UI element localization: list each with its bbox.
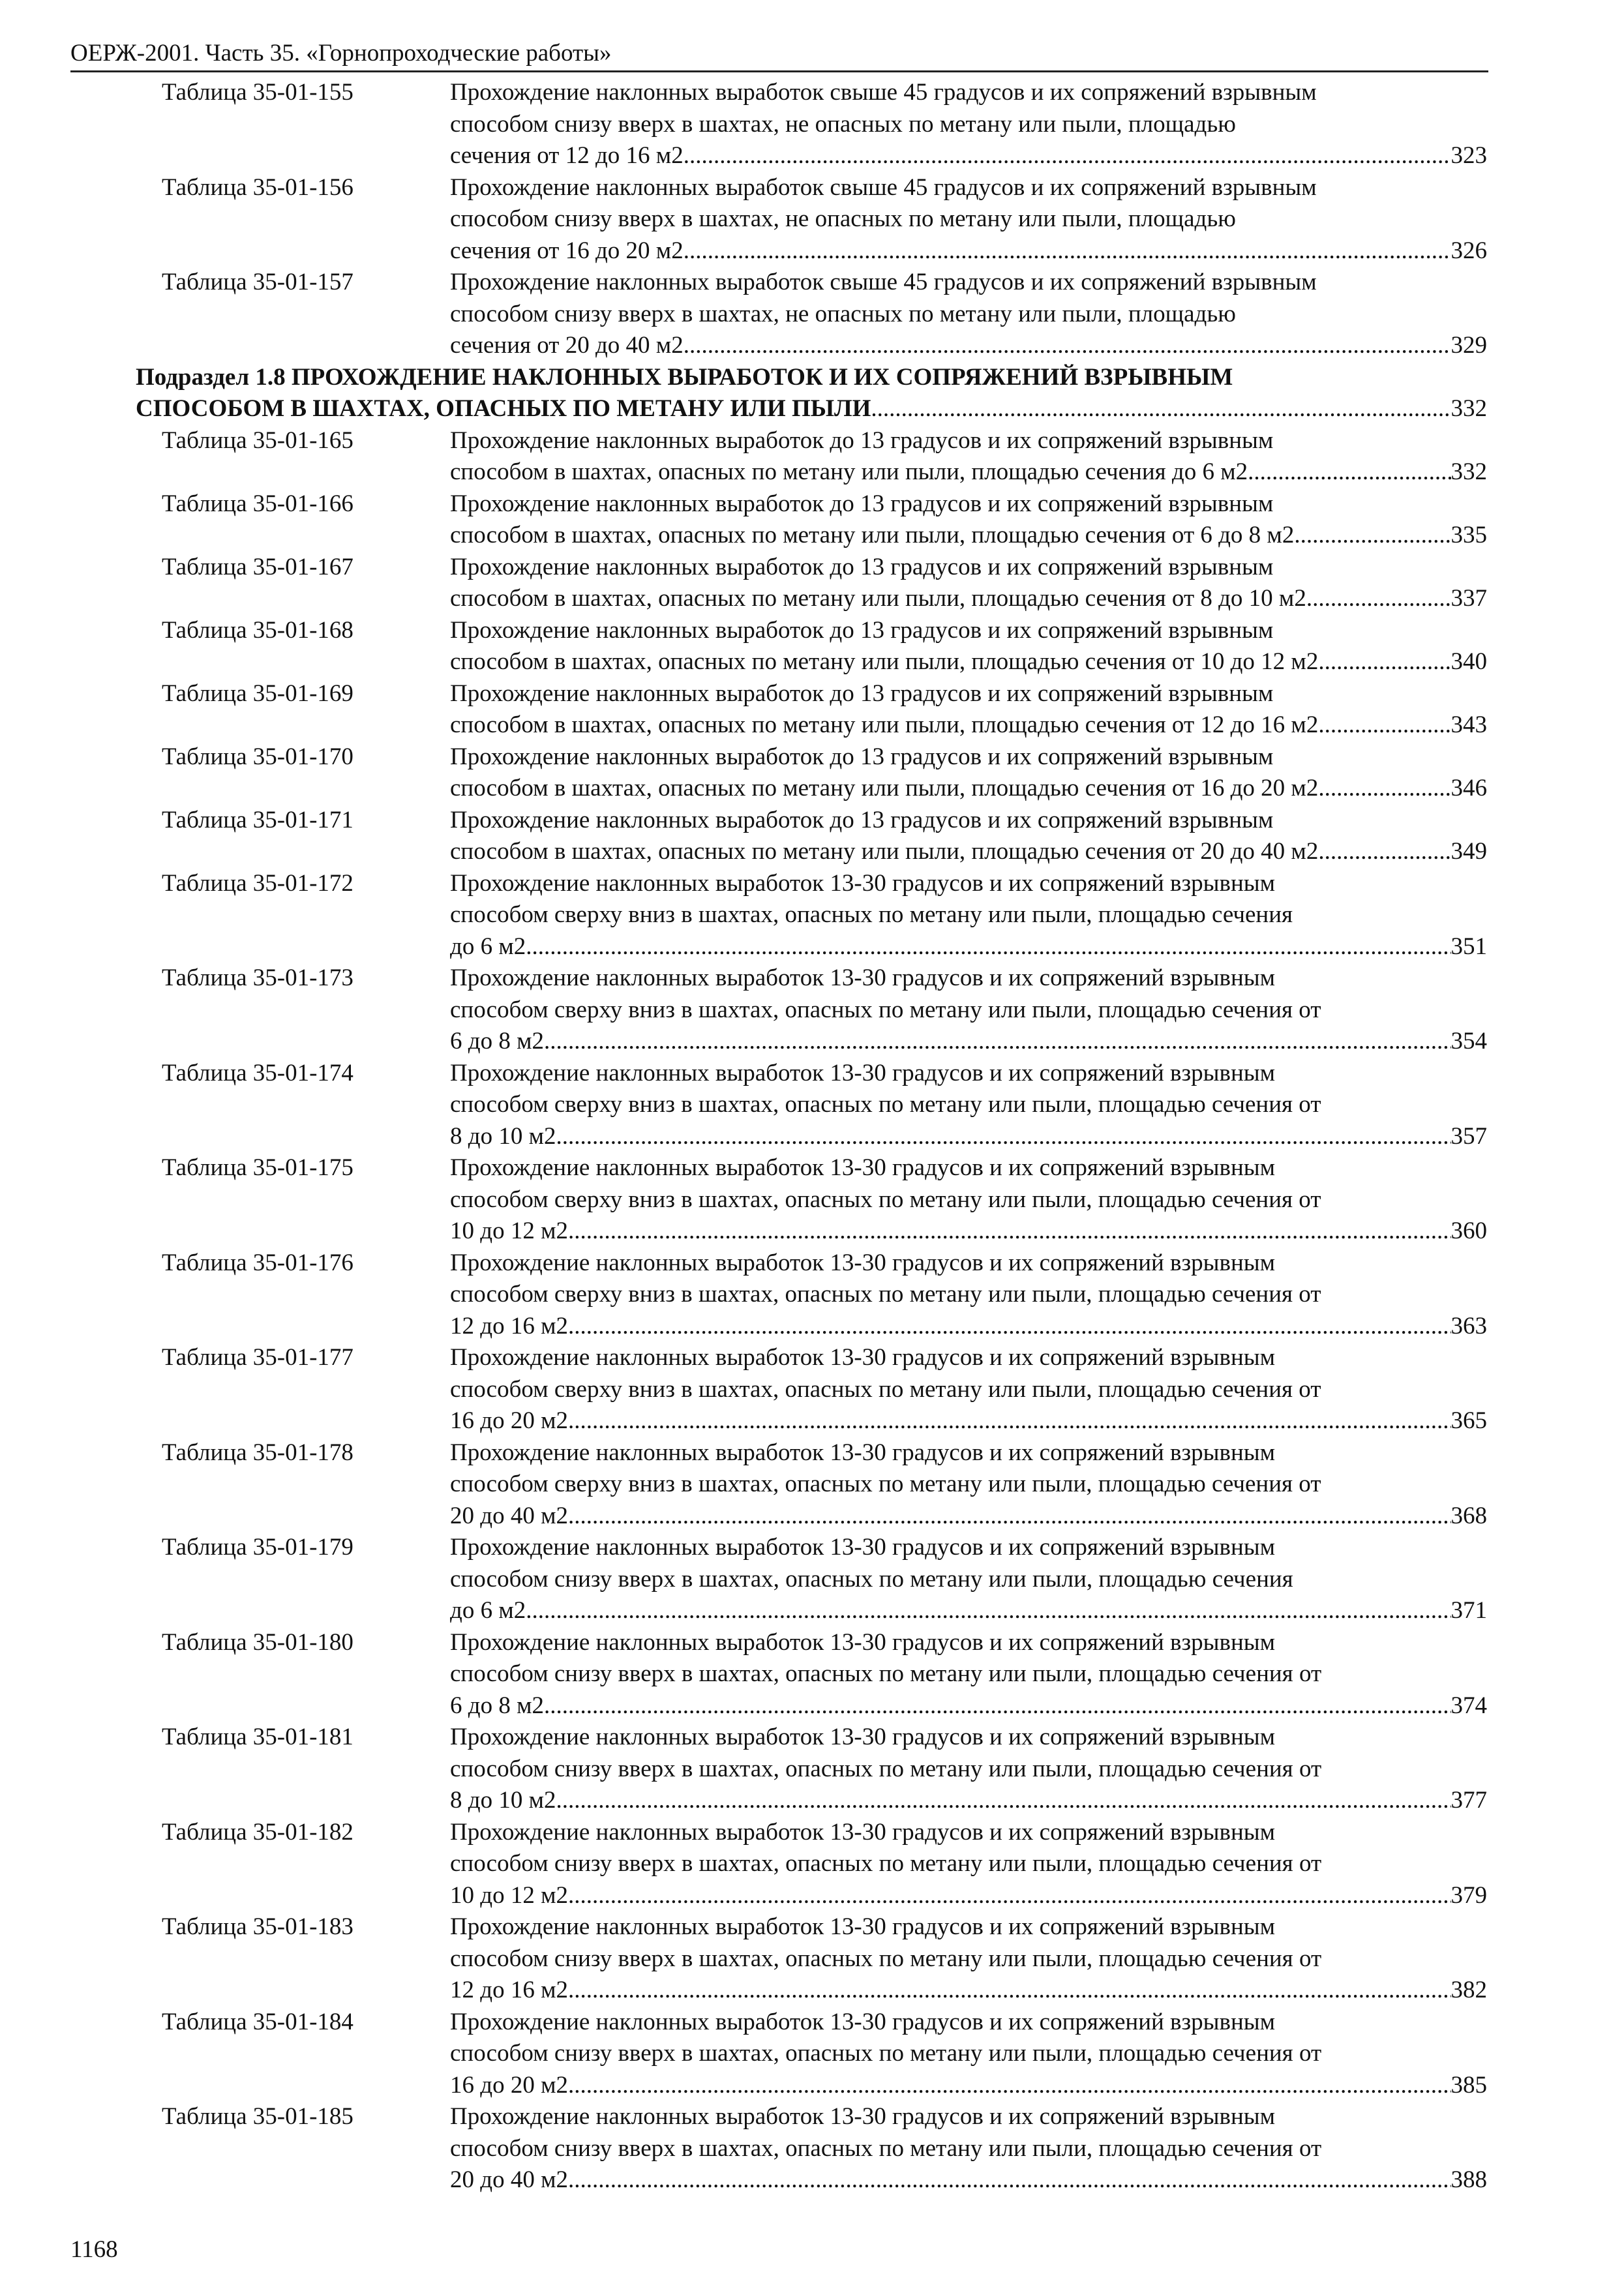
toc-entry-line: способом снизу вверх в шахтах, опасных по метану или пыли, площадью сечения — [450, 1565, 1293, 1593]
toc-entry-body — [450, 425, 1487, 488]
toc-entry-tail: 20 до 40 м2 — [450, 1502, 568, 1529]
toc-entry-last-line — [450, 1405, 1487, 1437]
toc-entry-line: Прохождение наклонных выработок 13-30 градусов и их сопряжений взрывным — [450, 1913, 1276, 1940]
toc-entry-line: Прохождение наклонных выработок 13-30 градусов и их сопряжений взрывным — [450, 1534, 1276, 1561]
toc-entry-label: Таблица 35-01-157 — [162, 269, 353, 295]
dot-leader — [1318, 836, 1451, 868]
toc-entry-last-line — [450, 520, 1487, 552]
toc-entry-last-line — [450, 646, 1487, 678]
dot-leader — [544, 1026, 1451, 1058]
page-number: 1168 — [70, 2236, 118, 2263]
toc-entry-tail: способом в шахтах, опасных по метану или пыли, площадью сечения до 6 м2 — [450, 458, 1248, 485]
toc-entry-last-line — [450, 1501, 1487, 1533]
toc-entry-label: Таблица 35-01-175 — [162, 1154, 353, 1181]
toc-entry-line: Прохождение наклонных выработок до 13 градусов и их сопряжений взрывным — [450, 490, 1274, 517]
toc-entry-line: способом сверху вниз в шахтах, опасных по метану или пыли, площадью сечения — [450, 901, 1293, 928]
toc-entry-last-line — [450, 1690, 1487, 1722]
toc-entry[interactable] — [0, 77, 1624, 172]
dot-leader — [1306, 583, 1451, 615]
toc-entry-line: способом сверху вниз в шахтах, опасных по метану или пыли, площадью сечения от — [450, 996, 1321, 1023]
toc-entry-tail: способом в шахтах, опасных по метану или пыли, площадью сечения от 8 до 10 м2 — [450, 585, 1306, 612]
toc-entry-label: Таблица 35-01-176 — [162, 1249, 353, 1276]
toc-entry-tail: сечения от 16 до 20 м2 — [450, 237, 684, 264]
toc-entry-line: Прохождение наклонных выработок до 13 градусов и их сопряжений взрывным — [450, 743, 1274, 770]
toc-entry-label: Таблица 35-01-156 — [162, 173, 353, 201]
dot-leader — [526, 931, 1451, 963]
toc-entry-page-number: 379 — [1451, 1881, 1487, 1909]
toc-entry-last-line — [450, 1026, 1487, 1058]
toc-entry-tail: 10 до 12 м2 — [450, 1881, 568, 1909]
toc-entry-tail: 6 до 8 м2 — [450, 1028, 544, 1055]
toc-entry-page-number: 368 — [1451, 1502, 1487, 1529]
toc-entry-body — [450, 1627, 1487, 1722]
toc-entry-page-number: 351 — [1451, 933, 1487, 960]
toc-entry-tail: способом в шахтах, опасных по метану или пыли, площадью сечения от 16 до 20 м2 — [450, 775, 1319, 801]
toc-entry-page-number: 340 — [1451, 648, 1487, 675]
toc-entry[interactable] — [0, 488, 1624, 552]
dot-leader — [684, 330, 1451, 362]
toc-entry-tail: 12 до 16 м2 — [450, 1977, 568, 2003]
subsection-title-last-line — [136, 393, 1487, 425]
toc-entry-line: Прохождение наклонных выработок 13-30 градусов и их сопряжений взрывным — [450, 1818, 1276, 1846]
toc-group-main — [0, 425, 1624, 2196]
toc-entry-body — [450, 1248, 1487, 1343]
toc-entry-line: Прохождение наклонных выработок 13-30 градусов и их сопряжений взрывным — [450, 965, 1276, 991]
dot-leader — [544, 1690, 1451, 1722]
toc-entry-page-number: 335 — [1451, 522, 1487, 548]
toc-entry-tail: 10 до 12 м2 — [450, 1218, 568, 1244]
dot-leader — [684, 140, 1451, 172]
toc-entry-label: Таблица 35-01-155 — [162, 79, 353, 106]
toc-entry-last-line — [450, 140, 1487, 172]
toc-entry-tail: 6 до 8 м2 — [450, 1692, 544, 1719]
dot-leader — [568, 2164, 1451, 2196]
toc-entry-label: Таблица 35-01-180 — [162, 1628, 353, 1656]
toc-entry-line: Прохождение наклонных выработок 13-30 градусов и их сопряжений взрывным — [450, 1249, 1276, 1276]
dot-leader — [871, 393, 1451, 425]
toc-entry-line: Прохождение наклонных выработок до 13 градусов и их сопряжений взрывным — [450, 553, 1274, 580]
toc-entry-page-number: 363 — [1451, 1312, 1487, 1339]
toc-entry-line: способом сверху вниз в шахтах, опасных по метану или пыли, площадью сечения от — [450, 1375, 1321, 1403]
toc-entry-last-line — [450, 710, 1487, 741]
toc-entry-last-line — [450, 330, 1487, 362]
toc-entry-tail: 8 до 10 м2 — [450, 1787, 556, 1814]
toc-entry-line: способом снизу вверх в шахтах, опасных по метану или пыли, площадью сечения от — [450, 1850, 1322, 1877]
toc-entry[interactable] — [0, 1248, 1624, 1343]
toc-entry-page-number: 349 — [1451, 838, 1487, 865]
toc-entry-line: Прохождение наклонных выработок 13-30 градусов и их сопряжений взрывным — [450, 1724, 1276, 1750]
toc-entry-label: Таблица 35-01-173 — [162, 965, 353, 991]
toc-entry-page-number: 326 — [1451, 237, 1487, 264]
dot-leader — [556, 1121, 1451, 1153]
toc-entry-line: Прохождение наклонных выработок 13-30 градусов и их сопряжений взрывным — [450, 1059, 1276, 1086]
toc-entry-body — [450, 1437, 1487, 1533]
toc-entry-label: Таблица 35-01-172 — [162, 869, 353, 897]
toc-entry-label: Таблица 35-01-174 — [162, 1059, 353, 1086]
toc-entry-tail: до 6 м2 — [450, 1597, 526, 1624]
toc-entry-tail: до 6 м2 — [450, 933, 526, 960]
toc-entry-last-line — [450, 456, 1487, 488]
toc-entry-page-number: 374 — [1451, 1692, 1487, 1719]
toc-entry-label: Таблица 35-01-166 — [162, 490, 353, 517]
toc-entry-tail: способом в шахтах, опасных по метану или пыли, площадью сечения от 12 до 16 м2 — [450, 711, 1319, 738]
toc-entry-line: способом снизу вверх в шахтах, опасных по метану или пыли, площадью сечения от — [450, 1755, 1322, 1782]
toc-entry-page-number: 388 — [1451, 2166, 1487, 2193]
dot-leader — [568, 1405, 1451, 1437]
toc-entry-body — [450, 868, 1487, 963]
toc-entry-page-number: 357 — [1451, 1122, 1487, 1150]
toc-entry[interactable] — [0, 2007, 1624, 2102]
toc-entry-page-number: 371 — [1451, 1597, 1487, 1624]
toc-entry-page-number: 354 — [1451, 1028, 1487, 1055]
toc-entry[interactable] — [0, 1437, 1624, 1533]
toc-entry[interactable] — [0, 1722, 1624, 1817]
toc-entry-line: Прохождение наклонных выработок 13-30 градусов и их сопряжений взрывным — [450, 1154, 1276, 1181]
toc-entry-line: способом снизу вверх в шахтах, не опасных по метану или пыли, площадью — [450, 300, 1236, 327]
toc-entry-line: способом сверху вниз в шахтах, опасных по метану или пыли, площадью сечения от — [450, 1471, 1321, 1497]
toc-entry-line: Прохождение наклонных выработок до 13 градусов и их сопряжений взрывным — [450, 616, 1274, 644]
toc-entry-page-number: 343 — [1451, 711, 1487, 738]
toc-entry-line: Прохождение наклонных выработок 13-30 градусов и их сопряжений взрывным — [450, 2008, 1276, 2035]
toc-entry-label: Таблица 35-01-171 — [162, 806, 353, 833]
toc-entry-body — [450, 1817, 1487, 1912]
toc-entry-page-number: 360 — [1451, 1218, 1487, 1244]
toc-entry-tail: способом в шахтах, опасных по метану или пыли, площадью сечения от 20 до 40 м2 — [450, 838, 1319, 865]
toc-entry-tail: 16 до 20 м2 — [450, 1407, 568, 1434]
toc-entry-label: Таблица 35-01-183 — [162, 1913, 353, 1940]
toc-entry-label: Таблица 35-01-165 — [162, 426, 353, 454]
toc-entry[interactable] — [0, 172, 1624, 267]
toc-entry-last-line — [450, 1311, 1487, 1343]
toc-entry-tail: сечения от 20 до 40 м2 — [450, 332, 684, 359]
toc-entry-last-line — [450, 1880, 1487, 1912]
toc-entry-line: способом сверху вниз в шахтах, опасных по метану или пыли, площадью сечения от — [450, 1281, 1321, 1308]
toc-entry[interactable] — [0, 1152, 1624, 1248]
toc-entry-last-line — [450, 773, 1487, 805]
dot-leader — [568, 1975, 1451, 2007]
toc-entry-tail: 12 до 16 м2 — [450, 1312, 568, 1339]
subsection-body — [136, 362, 1487, 425]
toc-entry-line: Прохождение наклонных выработок до 13 градусов и их сопряжений взрывным — [450, 806, 1274, 833]
toc-entry-line: способом сверху вниз в шахтах, опасных по метану или пыли, площадью сечения от — [450, 1091, 1321, 1118]
toc-entry-line: способом снизу вверх в шахтах, опасных по метану или пыли, площадью сечения от — [450, 1660, 1322, 1687]
toc-entry[interactable] — [0, 1817, 1624, 1912]
toc-entry-last-line — [450, 1785, 1487, 1817]
toc-entry-label: Таблица 35-01-168 — [162, 616, 353, 644]
toc-entry-body — [450, 1911, 1487, 2007]
toc-entry-page-number: 382 — [1451, 1977, 1487, 2003]
toc-entry-line: Прохождение наклонных выработок 13-30 градусов и их сопряжений взрывным — [450, 1628, 1276, 1656]
dot-leader — [1294, 520, 1451, 552]
toc-entry[interactable] — [0, 963, 1624, 1058]
toc-entry-label: Таблица 35-01-178 — [162, 1439, 353, 1466]
toc-entry-label: Таблица 35-01-177 — [162, 1344, 353, 1371]
dot-leader — [1318, 773, 1451, 805]
toc-entry[interactable] — [0, 1911, 1624, 2007]
toc-entry-page-number: 346 — [1451, 775, 1487, 801]
table-of-contents — [0, 77, 1624, 2196]
toc-entry-line: способом снизу вверх в шахтах, не опасных по метану или пыли, площадью — [450, 205, 1236, 232]
toc-entry-line: Прохождение наклонных выработок 13-30 градусов и их сопряжений взрывным — [450, 2103, 1276, 2130]
toc-entry-body — [450, 552, 1487, 615]
toc-entry-line: способом снизу вверх в шахтах, опасных по метану или пыли, площадью сечения от — [450, 2040, 1322, 2067]
dot-leader — [568, 2070, 1451, 2102]
toc-entry-tail: способом в шахтах, опасных по метану или пыли, площадью сечения от 6 до 8 м2 — [450, 522, 1295, 548]
toc-entry-line: Прохождение наклонных выработок 13-30 градусов и их сопряжений взрывным — [450, 1344, 1276, 1371]
toc-entry-label: Таблица 35-01-167 — [162, 553, 353, 580]
toc-entry-body — [450, 2101, 1487, 2196]
toc-entry[interactable] — [0, 1627, 1624, 1722]
dot-leader — [1318, 710, 1451, 741]
running-header: ОЕРЖ-2001. Часть 35. «Горнопроходческие работы» — [70, 39, 1488, 72]
toc-entry-label: Таблица 35-01-184 — [162, 2008, 353, 2035]
toc-entry-line: Прохождение наклонных выработок свыше 45 градусов и их сопряжений взрывным — [450, 79, 1317, 106]
toc-entry-tail: сечения от 12 до 16 м2 — [450, 142, 684, 169]
toc-entry-page-number: 337 — [1451, 585, 1487, 612]
dot-leader — [568, 1501, 1451, 1533]
toc-entry-line: Прохождение наклонных выработок до 13 градусов и их сопряжений взрывным — [450, 680, 1274, 707]
toc-entry-last-line — [450, 583, 1487, 615]
toc-entry[interactable] — [0, 552, 1624, 615]
toc-entry-label: Таблица 35-01-179 — [162, 1534, 353, 1561]
toc-entry-body — [450, 488, 1487, 552]
dot-leader — [1248, 456, 1451, 488]
toc-entry-body — [450, 615, 1487, 678]
dot-leader — [568, 1880, 1451, 1912]
toc-entry-line: Прохождение наклонных выработок 13-30 градусов и их сопряжений взрывным — [450, 1439, 1276, 1466]
dot-leader — [684, 235, 1451, 267]
toc-entry-last-line — [450, 2070, 1487, 2102]
toc-entry-last-line — [450, 1121, 1487, 1153]
toc-entry[interactable] — [0, 267, 1624, 362]
toc-entry-line: Прохождение наклонных выработок свыше 45 градусов и их сопряжений взрывным — [450, 173, 1317, 201]
toc-entry-tail: 16 до 20 м2 — [450, 2071, 568, 2099]
toc-entry-line: способом снизу вверх в шахтах, не опасных по метану или пыли, площадью — [450, 110, 1236, 138]
toc-entry[interactable] — [0, 425, 1624, 488]
toc-entry-last-line — [450, 1216, 1487, 1248]
toc-entry-page-number: 377 — [1451, 1787, 1487, 1814]
toc-entry-label: Таблица 35-01-185 — [162, 2103, 353, 2130]
toc-entry-body — [450, 2007, 1487, 2102]
subsection-title-tail: СПОСОБОМ В ШАХТАХ, ОПАСНЫХ ПО МЕТАНУ ИЛИ ПЫЛИ — [136, 395, 871, 422]
toc-entry[interactable] — [0, 1058, 1624, 1153]
toc-entry-last-line — [450, 1595, 1487, 1627]
toc-entry-body — [450, 77, 1487, 172]
toc-entry-page-number: 365 — [1451, 1407, 1487, 1434]
toc-group-top — [0, 77, 1624, 362]
toc-entry-body — [450, 1722, 1487, 1817]
toc-entry[interactable] — [0, 615, 1624, 678]
dot-leader — [568, 1216, 1451, 1248]
toc-entry-last-line — [450, 931, 1487, 963]
toc-entry-line: способом сверху вниз в шахтах, опасных по метану или пыли, площадью сечения от — [450, 1186, 1321, 1213]
toc-entry-label: Таблица 35-01-170 — [162, 743, 353, 770]
toc-entry-body — [450, 267, 1487, 362]
toc-entry-last-line — [450, 836, 1487, 868]
dot-leader — [556, 1785, 1451, 1817]
toc-entry-body — [450, 1152, 1487, 1248]
toc-entry-last-line — [450, 235, 1487, 267]
toc-entry-body — [450, 1532, 1487, 1627]
toc-entry[interactable] — [0, 1532, 1624, 1627]
toc-entry-tail: 20 до 40 м2 — [450, 2166, 568, 2193]
subsection-title-line: Подраздел 1.8 ПРОХОЖДЕНИЕ НАКЛОННЫХ ВЫРАБОТОК И ИХ СОПРЯЖЕНИЙ ВЗРЫВНЫМ — [136, 363, 1233, 391]
toc-entry-body — [450, 1342, 1487, 1437]
toc-entry-line: Прохождение наклонных выработок свыше 45 градусов и их сопряжений взрывным — [450, 269, 1317, 295]
toc-entry-label: Таблица 35-01-181 — [162, 1724, 353, 1750]
toc-entry[interactable] — [0, 741, 1624, 805]
toc-entry-label: Таблица 35-01-182 — [162, 1818, 353, 1846]
toc-entry-body — [450, 963, 1487, 1058]
toc-entry-tail: 8 до 10 м2 — [450, 1122, 556, 1150]
toc-entry-page-number: 329 — [1451, 332, 1487, 359]
toc-entry[interactable] — [0, 678, 1624, 741]
toc-entry-page-number: 323 — [1451, 142, 1487, 169]
toc-entry-body — [450, 172, 1487, 267]
subsection-heading — [0, 362, 1624, 425]
toc-entry-line: способом снизу вверх в шахтах, опасных по метану или пыли, площадью сечения от — [450, 1945, 1322, 1972]
dot-leader — [1318, 646, 1451, 678]
toc-entry-last-line — [450, 1975, 1487, 2007]
toc-entry-body — [450, 741, 1487, 805]
subsection-page-number: 332 — [1451, 395, 1487, 422]
toc-entry-tail: способом в шахтах, опасных по метану или пыли, площадью сечения от 10 до 12 м2 — [450, 648, 1319, 675]
toc-entry-line: способом снизу вверх в шахтах, опасных по метану или пыли, площадью сечения от — [450, 2134, 1322, 2162]
toc-entry-body — [450, 678, 1487, 741]
dot-leader — [526, 1595, 1451, 1627]
toc-entry-last-line — [450, 2164, 1487, 2196]
toc-entry-label: Таблица 35-01-169 — [162, 680, 353, 707]
toc-entry-page-number: 332 — [1451, 458, 1487, 485]
toc-entry-page-number: 385 — [1451, 2071, 1487, 2099]
toc-entry-body — [450, 805, 1487, 868]
toc-entry[interactable] — [0, 805, 1624, 868]
toc-entry-line: Прохождение наклонных выработок 13-30 градусов и их сопряжений взрывным — [450, 869, 1276, 897]
dot-leader — [568, 1311, 1451, 1343]
toc-entry-line: Прохождение наклонных выработок до 13 градусов и их сопряжений взрывным — [450, 426, 1274, 454]
toc-entry-body — [450, 1058, 1487, 1153]
toc-entry[interactable] — [0, 2101, 1624, 2196]
toc-entry[interactable] — [0, 1342, 1624, 1437]
toc-entry[interactable] — [0, 868, 1624, 963]
